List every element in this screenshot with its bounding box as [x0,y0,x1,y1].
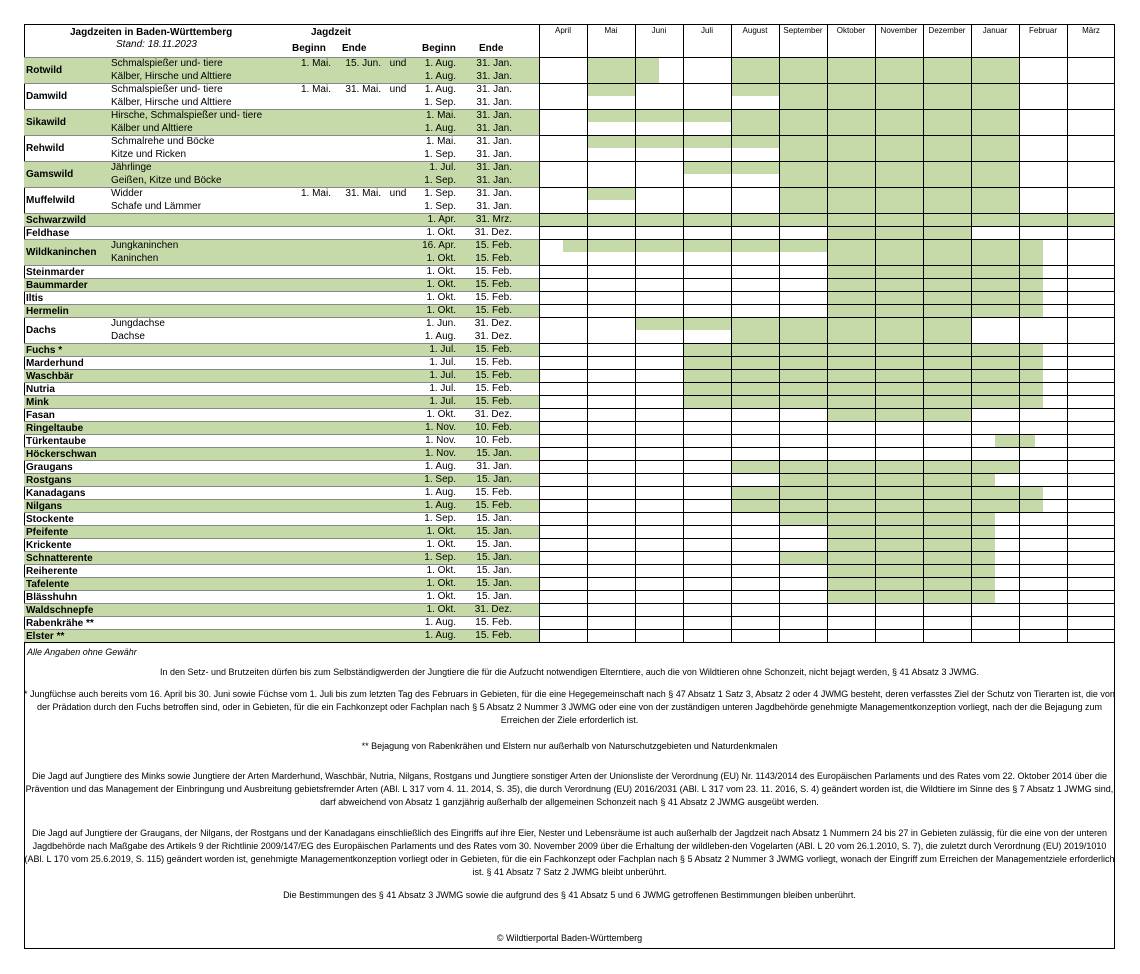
end-date-2: 31. Jan. [476,110,512,121]
begin-date-2: 1. Aug. [424,331,456,342]
species-row [24,603,539,616]
species-row [24,460,539,473]
species-table [24,24,539,644]
species-row [24,616,539,629]
begin-date-2: 1. Jul. [429,396,456,407]
end-date-2: 31. Jan. [476,461,512,472]
season-bar [827,577,995,590]
begin-date-2: 1. Okt. [426,539,456,550]
end-date-2: 15. Feb. [475,370,512,381]
begin-date-2: 1. Okt. [426,266,456,277]
season-bar [779,187,1019,213]
season-bar [683,369,1043,382]
species-name: Rotwild [26,65,63,76]
species-name: Damwild [26,91,68,102]
end-date-2: 15. Feb. [475,240,512,251]
season-bar [827,304,1043,317]
month-header: April [554,26,571,35]
end-date-2: 15. Feb. [475,357,512,368]
begin-date-2: 1. Aug. [424,487,456,498]
season-bar [827,525,995,538]
end-date-1: 31. Mai. [345,84,381,95]
month-header: Oktober [836,26,866,35]
begin-date-2: 1. Aug. [424,461,456,472]
species-row [24,512,539,525]
month-header: August [742,26,768,35]
animal-class: Kälber, Hirsche und Alttiere [111,71,232,82]
begin-date-2: 1. Okt. [426,279,456,290]
season-bar [995,434,1035,447]
species-row [24,395,539,408]
species-row [24,57,539,83]
end-date-2: 15. Jan. [476,591,512,602]
season-bar [779,135,1019,161]
species-name: Türkentaube [26,435,87,447]
grid-column-line [1114,24,1115,642]
species-row [24,161,539,187]
species-row [24,499,539,512]
begin-date-2: 1. Okt. [426,604,456,615]
species-row [24,226,539,239]
begin-date-2: 1. Mai. [425,110,456,121]
animal-class: Schmalspießer und- tiere [111,58,223,69]
month-header: September [783,26,823,35]
species-row [24,629,539,642]
species-row [24,369,539,382]
end-date-2: 31. Jan. [476,58,512,69]
table-title: Jagdzeiten in Baden-Württemberg [70,27,233,38]
begin-date-2: 1. Jun. [425,318,456,329]
season-bar [731,317,971,343]
und-label: und [389,188,407,199]
end-date-2: 15. Jan. [476,448,512,459]
season-bar [683,343,1043,356]
end-date-2: 31. Jan. [476,175,512,186]
end-date-2: 31. Dez. [474,227,512,238]
season-bar [779,512,995,525]
begin-date-1: 1. Mai. [300,188,331,199]
season-bar [779,551,995,564]
animal-class: Schmalrehe und Böcke [111,136,215,147]
species-row [24,304,539,317]
grid-column-line [1067,24,1068,642]
animal-class: Dachse [111,331,145,342]
end-date-2: 31. Jan. [476,149,512,160]
end-date-2: 15. Feb. [475,487,512,498]
species-row [24,525,539,538]
grid-column-line [827,24,828,642]
species-row [24,291,539,304]
species-row [24,408,539,421]
end-date-2: 10. Feb. [475,435,512,446]
end-date-2: 31. Jan. [476,97,512,108]
species-name: Schnatterente [26,552,93,564]
und-label: und [389,58,407,69]
month-header: Mai [604,26,618,35]
begin-date-2: 1. Okt. [426,292,456,303]
species-name: Sikawild [26,117,67,128]
end-date-2: 15. Feb. [475,383,512,394]
end-date-2: 31. Jan. [476,84,512,95]
grid-column-line [923,24,924,642]
species-name: Graugans [26,461,73,473]
species-row [24,486,539,499]
species-row [24,577,539,590]
grid-column-line [539,24,540,642]
end-date-2: 31. Dez. [474,409,512,420]
grid-column-line [587,24,588,642]
ende-heading-2: Ende [479,43,504,54]
season-bar [827,590,995,603]
species-name: Kanadagans [26,487,86,499]
species-name: Iltis [26,292,44,304]
species-name: Steinmarder [26,266,85,278]
season-bar [731,83,779,96]
season-bar [827,239,1043,265]
species-row [24,434,539,447]
grid-column-line [683,24,684,642]
begin-date-2: 1. Nov. [425,422,456,433]
animal-class: Geißen, Kitze und Böcke [111,175,222,186]
begin-date-2: 1. Aug. [424,500,456,511]
species-row [24,343,539,356]
species-row [24,265,539,278]
end-date-2: 15. Jan. [476,474,512,485]
end-date-2: 15. Feb. [475,396,512,407]
end-date-2: 15. Feb. [475,266,512,277]
begin-date-2: 1. Aug. [424,630,456,641]
begin-date-1: 1. Mai. [300,84,331,95]
species-name: Marderhund [26,357,84,369]
species-row [24,187,539,213]
begin-date-2: 1. Jul. [429,357,456,368]
begin-date-2: 1. Okt. [426,591,456,602]
begin-date-2: 1. Sep. [424,188,456,199]
season-bar [827,291,1043,304]
begin-date-2: 1. Sep. [424,552,456,563]
begin-date-2: 1. Aug. [424,123,456,134]
species-name: Reiherente [26,565,78,577]
species-row [24,538,539,551]
begin-date-2: 1. Sep. [424,513,456,524]
begin-date-2: 1. Sep. [424,97,456,108]
begin-date-2: 1. Aug. [424,617,456,628]
species-name: Wildkaninchen [26,247,97,258]
beginn-heading-2: Beginn [422,43,456,54]
note-mink: Die Jagd auf Jungtiere des Minks sowie Jungtiere der Arten Marderhund, Waschbär, Nutria, Nilgans, Rostgans und Jungtiere sonstiger Arten der Unionsliste der Verordnung (EU) Nr. 1143/2014 des Europäischen Parlaments und des Rates vom 22. Oktober 2014 über die Prävention und das Management der Einbringung und Ausbreitung gebietsfremder Arten (ABl. L 317 vom 4. 11. 2014, S. 35), die durch Verordnung (EU) 2016/2031 (ABl. L 317 vom 23. 11. 2016, S. 4) geändert worden ist, die Wildtiere im Sinne des § 7 Absatz 1 JWMG sind, darf abweichend von Absatz 1 ganzjährig außerhalb der allgemeinen Schonzeit nach § 41 Absatz 2 JWMG ausgeübt werden. [25,771,1114,807]
end-date-2: 10. Feb. [475,422,512,433]
species-name: Fuchs * [26,344,63,356]
season-bar [827,226,971,239]
species-name: Blässhuhn [26,591,78,603]
month-header: Juni [651,26,667,35]
animal-class: Jährlinge [111,162,152,173]
season-bar [731,499,1043,512]
begin-date-2: 1. Nov. [425,435,456,446]
end-date-2: 15. Jan. [476,552,512,563]
season-bar [683,382,1043,395]
end-date-2: 31. Jan. [476,136,512,147]
species-row [24,421,539,434]
grid-column-line [779,24,780,642]
end-date-2: 15. Feb. [475,253,512,264]
season-bar [827,265,1043,278]
season-bar [587,187,635,200]
species-row [24,590,539,603]
species-name: Tafelente [26,578,70,590]
season-bar [731,486,1043,499]
species-name: Höckerschwan [26,448,97,460]
species-name: Dachs [26,325,57,336]
end-date-1: 31. Mai. [345,188,381,199]
grid-column-line [875,24,876,642]
grid-column-line [731,24,732,642]
species-name: Fasan [26,409,55,421]
species-name: Muffelwild [26,195,75,206]
season-bar [827,564,995,577]
species-name: Krickente [26,539,72,551]
animal-class: Kälber, Hirsche und Alttiere [111,97,232,108]
end-date-2: 15. Jan. [476,539,512,550]
species-row [24,447,539,460]
species-row [24,83,539,109]
species-row [24,213,539,226]
species-name: Elster ** [26,630,65,642]
end-date-2: 15. Feb. [475,630,512,641]
species-name: Waschbär [26,370,74,382]
table-bottom-line [24,642,539,643]
note-rabenkraehe: ** Bejagung von Rabenkrähen und Elstern nur außerhalb von Naturschutzgebieten und Naturdenkmalen [361,741,778,751]
end-date-1: 15. Jun. [345,58,381,69]
beginn-heading-1: Beginn [292,43,326,54]
end-date-2: 15. Feb. [475,344,512,355]
species-name: Ringeltaube [26,422,84,434]
animal-class: Schmalspießer und- tiere [111,84,223,95]
species-name: Mink [26,396,49,408]
note-bestimmungen: Die Bestimmungen des § 41 Absatz 3 JWMG sowie die aufgrund des § 41 Absatz 5 und 6 JWMG getroffenen Bestimmungen bleiben unberührt. [283,890,856,900]
season-bar [827,278,1043,291]
begin-date-2: 1. Okt. [426,253,456,264]
species-name: Rostgans [26,474,72,486]
end-date-2: 31. Dez. [474,331,512,342]
note-fuchs: * Jungfüchse auch bereits vom 16. April bis 30. Juni sowie Füchse vom 1. Juli bis zum letzten Tag des Februars in Gebieten, für die eine Hegegemeinschaft nach § 47 Absatz 1 Satz 3, Absatz 2 oder 4 JWMG besteht, deren verfasstes Ziel der Schutz von Tierarten ist, die von der Prädation durch den Fuchs betroffen sind, oder in Gebieten, für die ein Fachkonzept oder Fachplan nach § 5 Absatz 2 Nummer 3 JWMG oder eine von der zuständigen unteren Jagdbehörde genehmigte Managementkonzeption vorliegt, nach der die Bejagung zum Erreichen der Ziele erforderlich ist. [24,689,1115,725]
species-name: Hermelin [26,305,69,317]
begin-date-2: 1. Okt. [426,578,456,589]
end-date-2: 15. Feb. [475,617,512,628]
end-date-2: 31. Jan. [476,162,512,173]
note-gaense: Die Jagd auf Jungtiere der Graugans, der Nilgans, der Rostgans und der Kanadagans einschließlich des Eingriffs auf ihre Eier, Nester und Lebensräume ist auch außerhalb der Jagdzeit nach Absatz 1 Nummern 24 bis 27 in Gebieten zulässig, für die eine von der unteren Jagdbehörde nach Maßgabe des Artikels 9 der Richtlinie 2009/147/EG des Europäischen Parlaments und des Rates vom 30. November 2009 über die Erhaltung der wildleben-den Vogelarten (ABl. L 20 vom 26.1.2010, S. 7), die zuletzt durch Verordnung (EU) 2019/1010 (ABl. L 170 vom 25.6.2019, S. 115) geändert worden ist, genehmigte Managementkonzeption vorliegt oder in Gebieten, für die ein Fachkonzept oder Fachplan nach § 5 Absatz 2 Nummer 3 JWMG vorliegt, wonach der Eingriff zum Erreichen der Managementziele erforderlich ist. § 41 Absatz 7 Satz 2 JWMG bleibt unberührt. [24,828,1115,877]
species-name: Baummarder [26,279,88,291]
grid-column-line [1019,24,1020,642]
end-date-2: 15. Jan. [476,565,512,576]
begin-date-2: 1. Nov. [425,448,456,459]
begin-date-2: 1. Sep. [424,175,456,186]
species-row [24,135,539,161]
begin-date-2: 1. Okt. [426,227,456,238]
jagdzeit-heading: Jagdzeit [311,27,352,38]
begin-date-2: 1. Jul. [429,370,456,381]
stand-date: Stand: 18.11.2023 [116,39,197,50]
species-row [24,551,539,564]
species-name: Schwarzwild [26,214,87,226]
animal-class: Kitze und Ricken [111,149,187,160]
season-bar [779,161,1019,187]
begin-date-2: 16. Apr. [422,240,456,251]
animal-class: Jungdachse [111,318,165,329]
season-grid [539,24,1115,644]
species-row [24,278,539,291]
end-date-2: 15. Jan. [476,526,512,537]
begin-date-2: 1. Sep. [424,201,456,212]
animal-class: Widder [111,188,143,199]
end-date-2: 31. Jan. [476,71,512,82]
animal-class: Schafe und Lämmer [111,201,202,212]
species-row [24,317,539,343]
und-label: und [389,84,407,95]
species-row [24,564,539,577]
month-header: Februar [1028,26,1057,35]
begin-date-2: 1. Aug. [424,71,456,82]
begin-date-2: 1. Okt. [426,526,456,537]
begin-date-2: 1. Okt. [426,565,456,576]
begin-date-2: 1. Jul. [429,344,456,355]
begin-date-2: 1. Jul. [429,162,456,173]
season-bar [587,109,731,122]
disclaimer: Alle Angaben ohne Gewähr [27,647,137,657]
species-name: Rabenkrähe ** [26,617,94,629]
begin-date-2: 1. Apr. [427,214,456,225]
end-date-2: 31. Jan. [476,188,512,199]
begin-date-2: 1. Jul. [429,383,456,394]
note-setzzeiten: In den Setz- und Brutzeiten dürfen bis zum Selbständigwerden der Jungtiere die für die Aufzucht notwendigen Elterntiere, auch die von Wildtieren ohne Schonzeit, nicht bejagt werden, § 41 Absatz 3 JWMG. [160,667,979,677]
season-bar [683,356,1043,369]
species-name: Nutria [26,383,55,395]
month-header: Dezember [928,26,966,35]
begin-date-2: 1. Sep. [424,474,456,485]
animal-class: Kaninchen [111,253,159,264]
species-name: Pfeifente [26,526,69,538]
season-bar [683,395,1043,408]
season-bar [779,473,995,486]
end-date-2: 31. Jan. [476,123,512,134]
species-row [24,109,539,135]
grid-column-line [971,24,972,642]
season-bar [827,408,971,421]
grid-column-line [635,24,636,642]
end-date-2: 15. Jan. [476,578,512,589]
month-header: Juli [700,26,713,35]
season-bar [587,83,635,96]
end-date-2: 15. Jan. [476,513,512,524]
season-bar [587,57,659,83]
end-date-2: 31. Dez. [474,318,512,329]
species-row [24,239,539,265]
begin-date-2: 1. Aug. [424,84,456,95]
animal-class: Hirsche, Schmalspießer und- tiere [111,110,263,121]
begin-date-1: 1. Mai. [300,58,331,69]
species-name: Nilgans [26,500,63,512]
footer-copyright: © Wildtierportal Baden-Württemberg [496,933,643,943]
species-name: Feldhase [26,227,70,239]
species-name: Waldschnepfe [26,604,94,616]
species-name: Rehwild [26,143,65,154]
month-header: November [880,26,918,35]
end-date-2: 15. Feb. [475,500,512,511]
end-date-2: 31. Mrz. [475,214,512,225]
begin-date-2: 1. Sep. [424,149,456,160]
begin-date-2: 1. Okt. [426,409,456,420]
season-bar [779,83,1019,109]
begin-date-2: 1. Aug. [424,58,456,69]
season-bar [827,538,995,551]
month-header: Januar [982,26,1008,35]
animal-class: Jungkaninchen [111,240,179,251]
end-date-2: 15. Feb. [475,292,512,303]
ende-heading-1: Ende [342,43,367,54]
species-row [24,382,539,395]
animal-class: Kälber und Alttiere [111,123,193,134]
end-date-2: 15. Feb. [475,279,512,290]
end-date-2: 15. Feb. [475,305,512,316]
species-name: Gamswild [26,169,74,180]
species-row [24,356,539,369]
end-date-2: 31. Dez. [474,604,512,615]
begin-date-2: 1. Mai. [425,136,456,147]
species-row [24,473,539,486]
grid-row-line [539,642,1115,643]
begin-date-2: 1. Okt. [426,305,456,316]
species-name: Stockente [26,513,74,525]
month-header: März [1082,26,1100,35]
end-date-2: 31. Jan. [476,201,512,212]
